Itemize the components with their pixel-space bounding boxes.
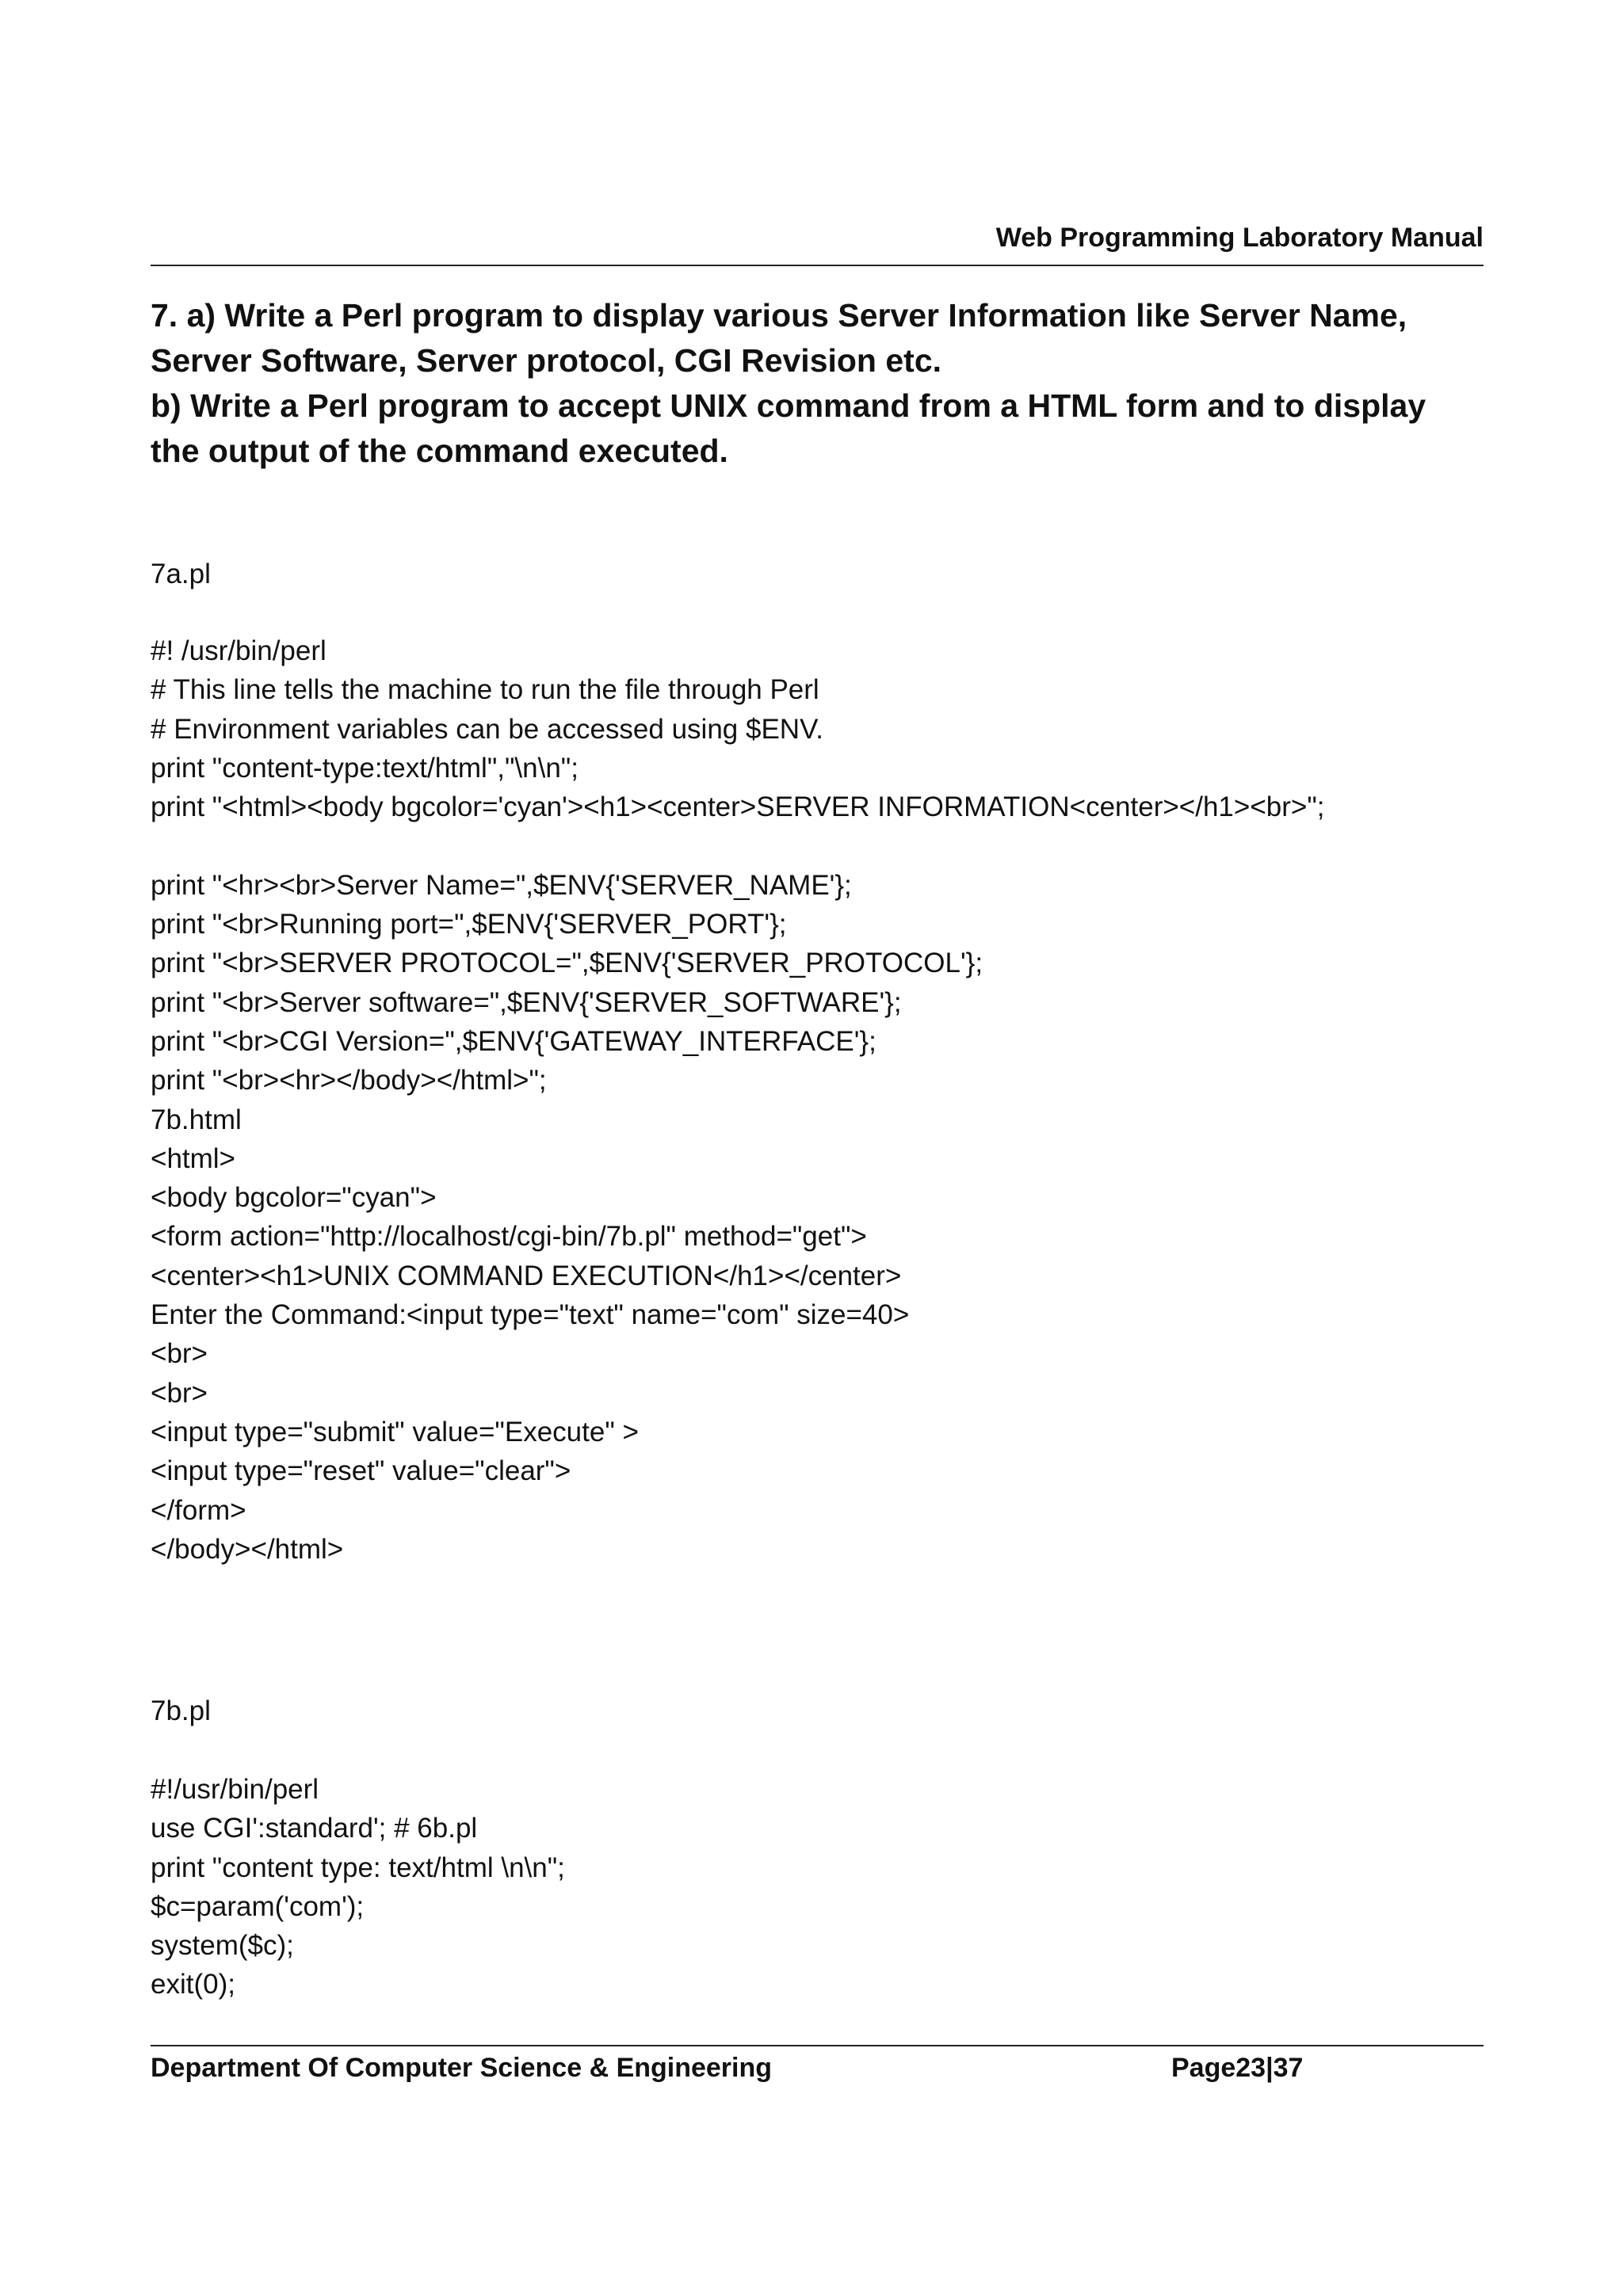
question-line: the output of the command executed. [151, 433, 728, 469]
code-line: print "<br><hr></body></html>"; [151, 1065, 547, 1097]
code-line: <br> [151, 1338, 208, 1370]
blank-line [151, 826, 1324, 865]
code-line: #!/usr/bin/perl [151, 1774, 319, 1805]
code-line: <body bgcolor="cyan"> [151, 1182, 437, 1214]
code-line: # Environment variables can be accessed using $ENV. [151, 713, 823, 745]
code-line: print "<br>CGI Version=",$ENV{'GATEWAY_INTERFACE'}; [151, 1025, 876, 1057]
code-line: print "<br>Server software=",$ENV{'SERVER_SOFTWARE'}; [151, 986, 902, 1018]
code-line: </body></html> [151, 1533, 344, 1565]
code-line: print "<hr><br>Server Name=",$ENV{'SERVER_NAME'}; [151, 869, 852, 901]
filename-label: 7b.pl [151, 1695, 211, 1726]
page-header-title: Web Programming Laboratory Manual [995, 223, 1484, 253]
filename-7b-pl [151, 1691, 211, 1730]
code-line: print "<html><body bgcolor='cyan'><h1><center>SERVER INFORMATION<center></h1><br>"; [151, 791, 1325, 823]
code-line: <html> [151, 1142, 235, 1174]
code-line: <center><h1>UNIX COMMAND EXECUTION</h1></center> [151, 1260, 902, 1291]
code-line: exit(0); [151, 1969, 235, 2000]
code-line: use CGI':standard'; # 6b.pl [151, 1813, 478, 1844]
question-line: 7. a) Write a Perl program to display various Server Information like Server Name, [151, 297, 1407, 334]
question-line: b) Write a Perl program to accept UNIX command from a HTML form and to display [151, 387, 1426, 424]
code-line: </form> [151, 1494, 246, 1526]
footer-page-number: Page23|37 [1171, 2053, 1304, 2083]
code-line: print "content-type:text/html","\n\n"; [151, 752, 579, 784]
filename-label: 7a.pl [151, 559, 211, 589]
code-line: # This line tells the machine to run the file through Perl [151, 674, 819, 706]
code-listing-7a [151, 631, 1324, 1569]
code-listing-7b-pl [151, 1770, 565, 2004]
filename-7a-pl [151, 555, 211, 593]
code-line: #! /usr/bin/perl [151, 635, 327, 666]
footer-department: Department Of Computer Science & Engineering [151, 2053, 773, 2083]
code-line: <form action="http://localhost/cgi-bin/7b.pl" method="get"> [151, 1221, 867, 1253]
code-line: $c=param('com'); [151, 1890, 365, 1922]
header-divider [151, 265, 1484, 266]
code-line: <input type="reset" value="clear"> [151, 1455, 571, 1487]
code-line: Enter the Command:<input type="text" name="com" size=40> [151, 1299, 910, 1331]
footer-divider [151, 2045, 1484, 2046]
question-line: Server Software, Server protocol, CGI Revision etc. [151, 342, 942, 379]
code-line: system($c); [151, 1930, 294, 1962]
code-line: <input type="submit" value="Execute" > [151, 1416, 639, 1447]
code-line: <br> [151, 1377, 208, 1409]
code-line: print "<br>SERVER PROTOCOL=",$ENV{'SERVER_PROTOCOL'}; [151, 948, 983, 979]
code-line: print "<br>Running port=",$ENV{'SERVER_PORT'}; [151, 909, 787, 940]
code-line: print "content type: text/html \n\n"; [151, 1852, 565, 1883]
question-heading [151, 293, 1490, 474]
filename-7b-html: 7b.html [151, 1104, 242, 1135]
